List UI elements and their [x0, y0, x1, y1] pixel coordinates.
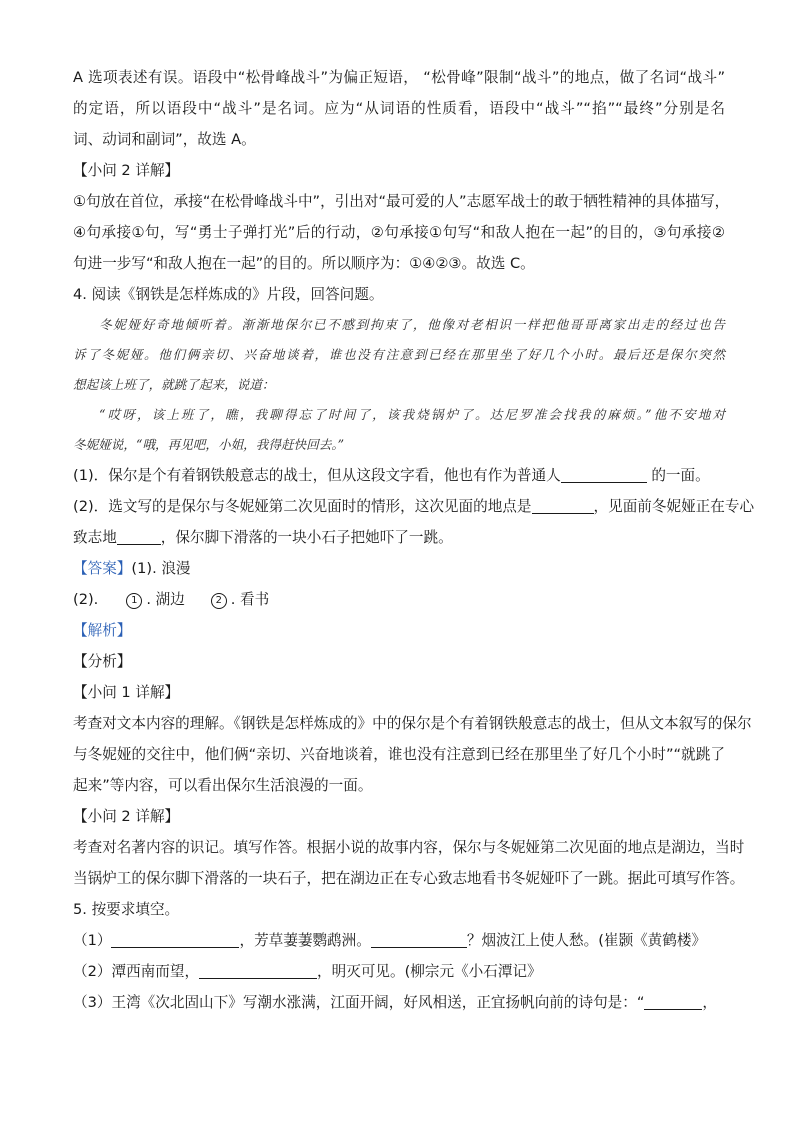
explanation-line: A 选项表述有误。语段中“松骨峰战斗”为偏正短语， “松骨峰”限制“战斗”的地点，做了名词“战斗” [73, 69, 725, 86]
fill-item-3 [73, 987, 725, 1018]
section-heading: 【小问 1 详解】 [73, 684, 180, 701]
answer-blank[interactable] [111, 931, 239, 948]
sub-question-2-cont [73, 522, 725, 553]
answer-number: (2). [73, 591, 99, 608]
answer-row-1 [73, 553, 725, 584]
answer-blank[interactable] [561, 466, 647, 483]
answer-row-2 [73, 584, 725, 615]
explanation-line: 与冬妮娅的交往中，他们俩“亲切、兴奋地谈着，谁也没有注意到已经在那里坐了好几个小时”“就跳了 [73, 746, 725, 763]
fenxi-label: 【分析】 [73, 653, 132, 670]
fill-item-number: （1） [73, 932, 112, 949]
section-heading: 【小问 2 详解】 [73, 808, 180, 825]
sub-question-text: ，见面前冬妮娅正在专心 [593, 498, 755, 515]
fill-item-text: （2）潭西南而望， [73, 963, 200, 980]
explanation-line: ④句承接①句，写“勇士子弹打光”后的行动，②句承接①句写“和敌人抱在一起”的目的，③句承接② [73, 224, 725, 241]
question-stem: 5. 按要求填空。 [73, 901, 180, 918]
passage-line: 想起该上班了，就跳了起来，说道： [73, 377, 275, 392]
fill-item-2 [73, 956, 725, 987]
fill-item-text: ，芳草萋萋鹦鹉洲。 [239, 932, 371, 949]
passage-line: 冬妮娅好奇地倾听着。渐渐地保尔已不感到拘束了，他像对老相识一样把他哥哥离家出走的经过也告 [99, 317, 725, 332]
passage-line: 诉了冬妮娅。他们俩亲切、兴奋地谈着，谁也没有注意到已经在那里坐了好几个小时。最后还是保尔突然 [73, 347, 725, 362]
sub-question-text: (1)．保尔是个有着钢铁般意志的战士，但从这段文字看，他也有作为普通人 [73, 467, 561, 484]
answer-text: . 看书 [230, 591, 270, 608]
sub-question-1 [73, 460, 725, 491]
question-stem: 4. 阅读《钢铁是怎样炼成的》片段，回答问题。 [73, 286, 384, 303]
answer-blank[interactable] [644, 993, 702, 1010]
section-heading: 【小问 2 详解】 [73, 162, 180, 179]
answer-label: 【答案】 [73, 560, 132, 577]
passage-line: 冬妮娅说，“哦，再见吧，小姐，我得赶快回去。” [73, 437, 345, 452]
explanation-line: 起来”等内容，可以看出保尔生活浪漫的一面。 [73, 777, 373, 794]
passage-line: “哎呀，该上班了，瞧，我聊得忘了时间了，该我烧锅炉了。达尼罗准会找我的麻烦。”他不安地对 [99, 407, 725, 422]
document-page [73, 62, 755, 1018]
explanation-line: 句进一步写“和敌人抱在一起”的目的。所以顺序为：①④②③。故选 C。 [73, 255, 535, 272]
answer-blank[interactable] [199, 962, 317, 979]
explanation-line: ①句放在首位，承接“在松骨峰战斗中”，引出对“最可爱的人”志愿军战士的敢于牺牲精神的具体描写， [73, 193, 730, 210]
analysis-label: 【解析】 [73, 622, 132, 639]
explanation-line: 考查对名著内容的识记。填写作答。根据小说的故事内容，保尔与冬妮娅第二次见面的地点是湖边，当时 [73, 839, 745, 856]
sub-question-text: ，保尔脚下滑落的一块小石子把她吓了一跳。 [160, 529, 453, 546]
fill-item-text: ， [702, 994, 718, 1011]
sub-question-text: 致志地 [73, 529, 117, 546]
explanation-line: 考查对文本内容的理解。《钢铁是怎样炼成的》中的保尔是个有着钢铁般意志的战士，但从文本叙写的保尔 [73, 715, 752, 732]
answer-blank[interactable] [532, 497, 594, 514]
circled-number: 1 [126, 593, 142, 609]
answer-text: (1). 浪漫 [131, 560, 191, 577]
circled-number: 2 [211, 593, 227, 609]
fill-item-text: ，明灭可见。(柳宗元《小石潭记》 [317, 963, 542, 980]
sub-question-text: (2)．选文写的是保尔与冬妮娅第二次见面时的情形，这次见面的地点是 [73, 498, 532, 515]
explanation-line: 当锅炉工的保尔脚下滑落的一块石子，把在湖边正在专心致志地看书冬妮娅吓了一跳。据此可填写作答。 [73, 870, 745, 887]
sub-question-2 [73, 491, 755, 522]
fill-item-1 [73, 925, 725, 956]
fill-item-text: ？烟波江上使人愁。(崔颢《黄鹤楼》 [466, 932, 707, 949]
answer-blank[interactable] [117, 528, 161, 545]
sub-question-text: 的一面。 [646, 467, 710, 484]
fill-item-text: （3）王湾《次北固山下》写潮水涨满，江面开阔，好风相送，正宜扬帆向前的诗句是：“ [73, 994, 645, 1011]
answer-text: . 湖边 [146, 591, 185, 608]
explanation-line: 的定语，所以语段中“战斗”是名词。应为“从词语的性质看，语段中“战斗”“掐”“最终”分别是名 [73, 100, 725, 117]
answer-blank[interactable] [371, 931, 467, 948]
explanation-line: 词、动词和副词”，故选 A。 [73, 131, 256, 148]
